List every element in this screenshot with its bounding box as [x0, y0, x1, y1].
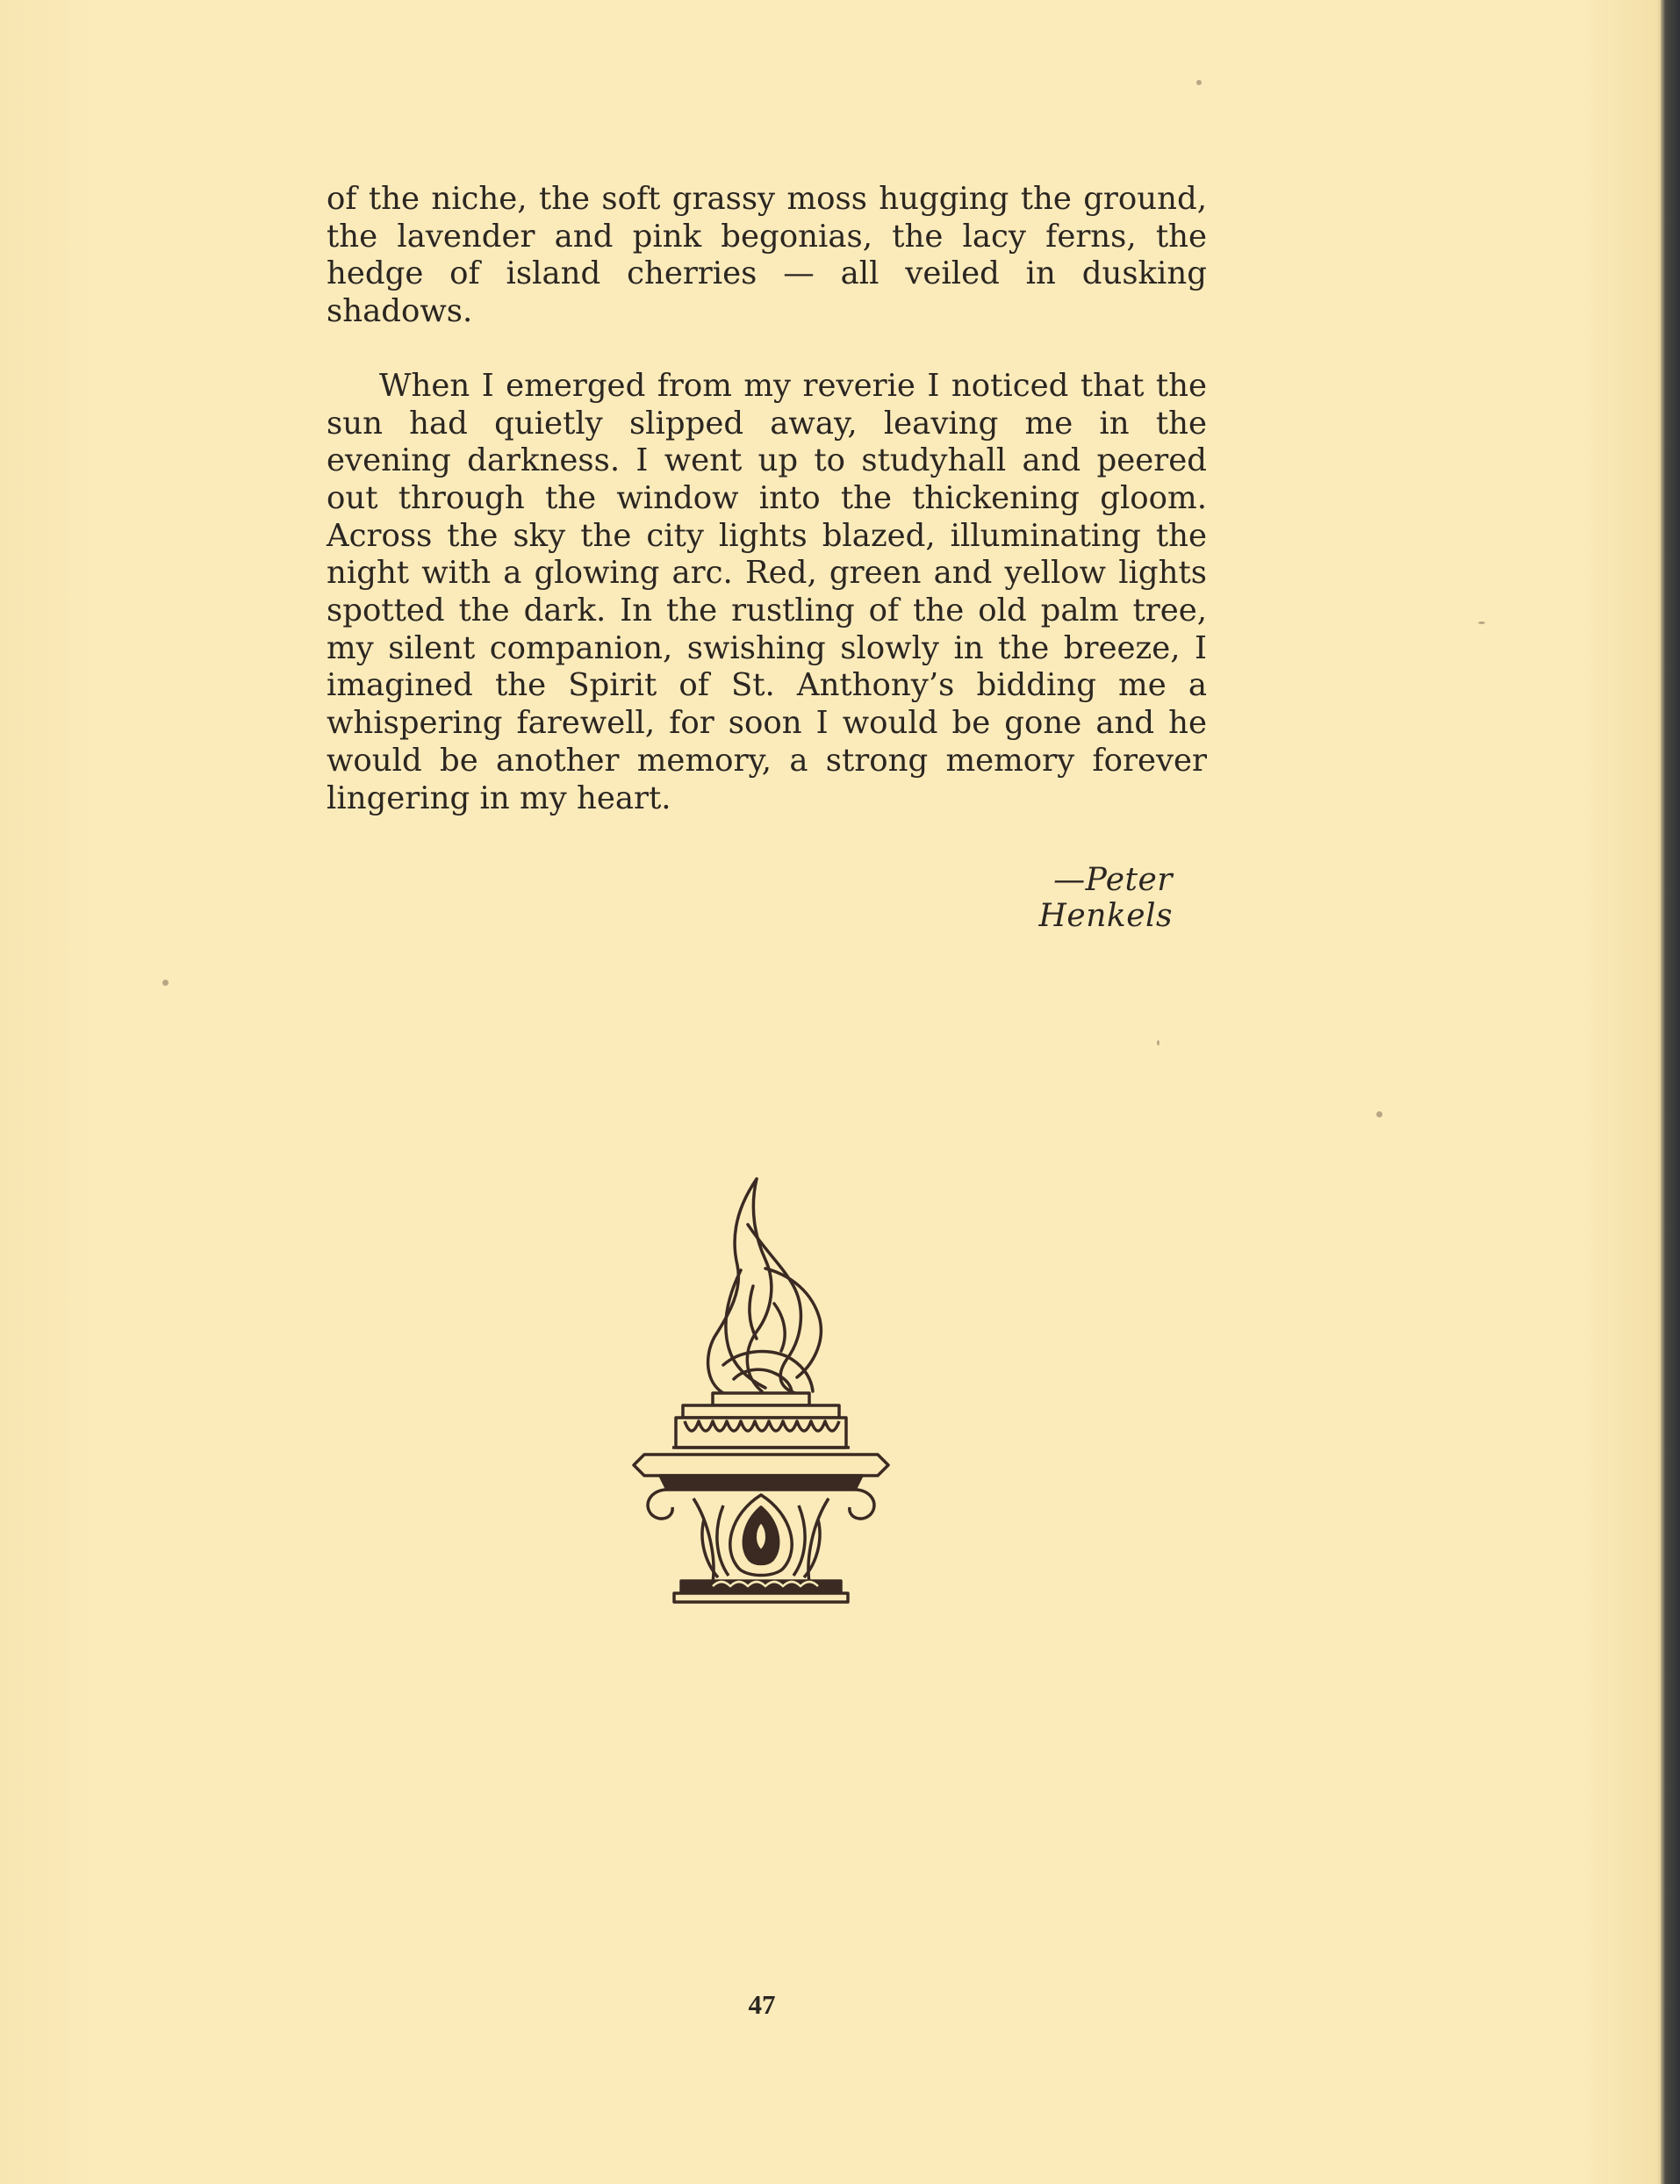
paragraph-reverie: When I emerged from my reverie I noticed that the sun had quietly slipped away, leaving me in the evening darkness. I went up to studyhall and peered out through the window into the thickening gloom. Across the sky the city lights blazed, illuminating the night with a glowing arc. Red, green and yellow lights spotted the dark. In the rustling of the old palm tree, my silent companion, swishing slowly in the breeze, I imagined the Spirit of St. Anthony’s bidding me a whispering farewell, for soon I would be gone and he would be another memory, a strong memory forever lingering in my heart.	[327, 367, 1207, 816]
paper-speck	[1478, 621, 1485, 624]
paper-speck	[162, 980, 169, 986]
paragraph-continued: of the niche, the soft grassy moss hugging the ground, the lavender and pink begonias, the lacy ferns, the hedge of island cherries — all veiled in dusking shadows.	[327, 181, 1207, 330]
paper-speck	[1376, 1111, 1382, 1117]
author-signature: —Peter Henkels	[1038, 862, 1173, 934]
flame-brazier-icon	[625, 1172, 897, 1606]
paper-speck	[1196, 80, 1202, 85]
book-spine-edge	[1661, 0, 1680, 2184]
article-body	[327, 181, 1207, 817]
page-number: 47	[748, 1989, 776, 2020]
paper-speck	[1157, 1040, 1159, 1045]
